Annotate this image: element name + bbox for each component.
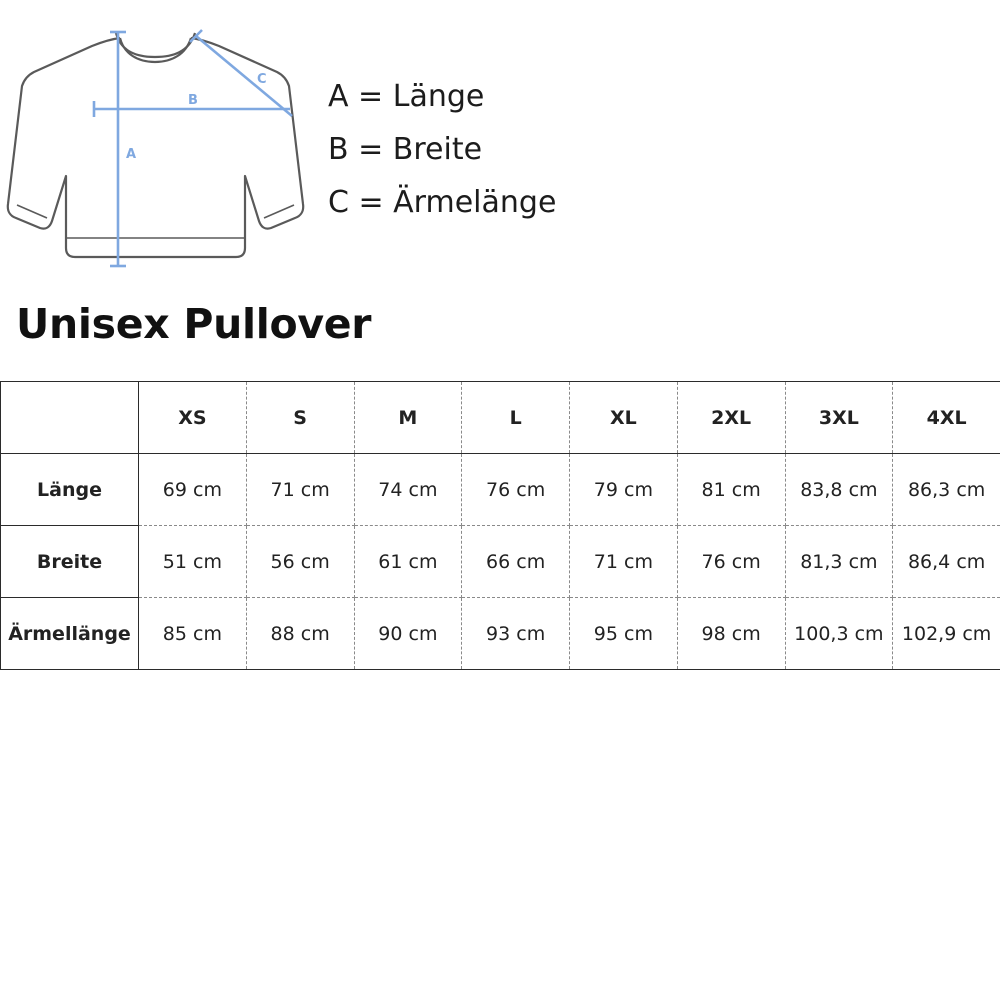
table-corner-cell (1, 382, 139, 454)
size-table (0, 381, 1000, 670)
legend (328, 70, 556, 229)
cell-aermellaenge-3xl: 100,3 cm (785, 598, 893, 670)
cell-laenge-xl: 79 cm (570, 454, 678, 526)
cell-breite-s: 56 cm (246, 526, 354, 598)
cell-aermellaenge-4xl: 102,9 cm (893, 598, 1000, 670)
legend-item-b: B = Breite (328, 132, 483, 167)
column-header-2xl: 2XL (677, 382, 785, 454)
cell-breite-xl: 71 cm (570, 526, 678, 598)
cell-breite-4xl: 86,4 cm (893, 526, 1000, 598)
cell-aermellaenge-m: 90 cm (354, 598, 462, 670)
cell-aermellaenge-xl: 95 cm (570, 598, 678, 670)
cell-laenge-2xl: 81 cm (677, 454, 785, 526)
cell-laenge-4xl: 86,3 cm (893, 454, 1000, 526)
cell-breite-l: 66 cm (462, 526, 570, 598)
cell-aermellaenge-l: 93 cm (462, 598, 570, 670)
column-header-4xl: 4XL (893, 382, 1000, 454)
cell-breite-2xl: 76 cm (677, 526, 785, 598)
cell-laenge-l: 76 cm (462, 454, 570, 526)
table-row (1, 454, 1000, 526)
legend-item-a: A = Länge (328, 79, 485, 114)
cell-laenge-xs: 69 cm (139, 454, 247, 526)
cell-aermellaenge-2xl: 98 cm (677, 598, 785, 670)
column-header-xl: XL (570, 382, 678, 454)
table-row (1, 526, 1000, 598)
column-header-xs: XS (139, 382, 247, 454)
table-header-row (1, 382, 1000, 454)
column-header-m: M (354, 382, 462, 454)
table-row (1, 598, 1000, 670)
cell-laenge-3xl: 83,8 cm (785, 454, 893, 526)
cell-breite-m: 61 cm (354, 526, 462, 598)
cell-aermellaenge-xs: 85 cm (139, 598, 247, 670)
column-header-3xl: 3XL (785, 382, 893, 454)
long-sleeve-pullover-measurement-diagram (0, 8, 310, 273)
column-header-l: L (462, 382, 570, 454)
diagram-and-legend (0, 0, 1000, 285)
cell-breite-xs: 51 cm (139, 526, 247, 598)
legend-item-c: C = Ärmelänge (328, 185, 557, 220)
cell-aermellaenge-s: 88 cm (246, 598, 354, 670)
size-table-wrapper (0, 381, 1000, 670)
cell-laenge-s: 71 cm (246, 454, 354, 526)
label-a-icon: A (126, 147, 137, 162)
row-header-laenge: Länge (1, 454, 139, 526)
cell-breite-3xl: 81,3 cm (785, 526, 893, 598)
row-header-breite: Breite (1, 526, 139, 598)
label-c-icon: C (257, 72, 267, 87)
label-b-icon: B (188, 93, 198, 108)
column-header-s: S (246, 382, 354, 454)
row-header-aermellaenge: Ärmellänge (1, 598, 139, 670)
cell-laenge-m: 74 cm (354, 454, 462, 526)
page-title: Unisex Pullover (16, 300, 372, 348)
